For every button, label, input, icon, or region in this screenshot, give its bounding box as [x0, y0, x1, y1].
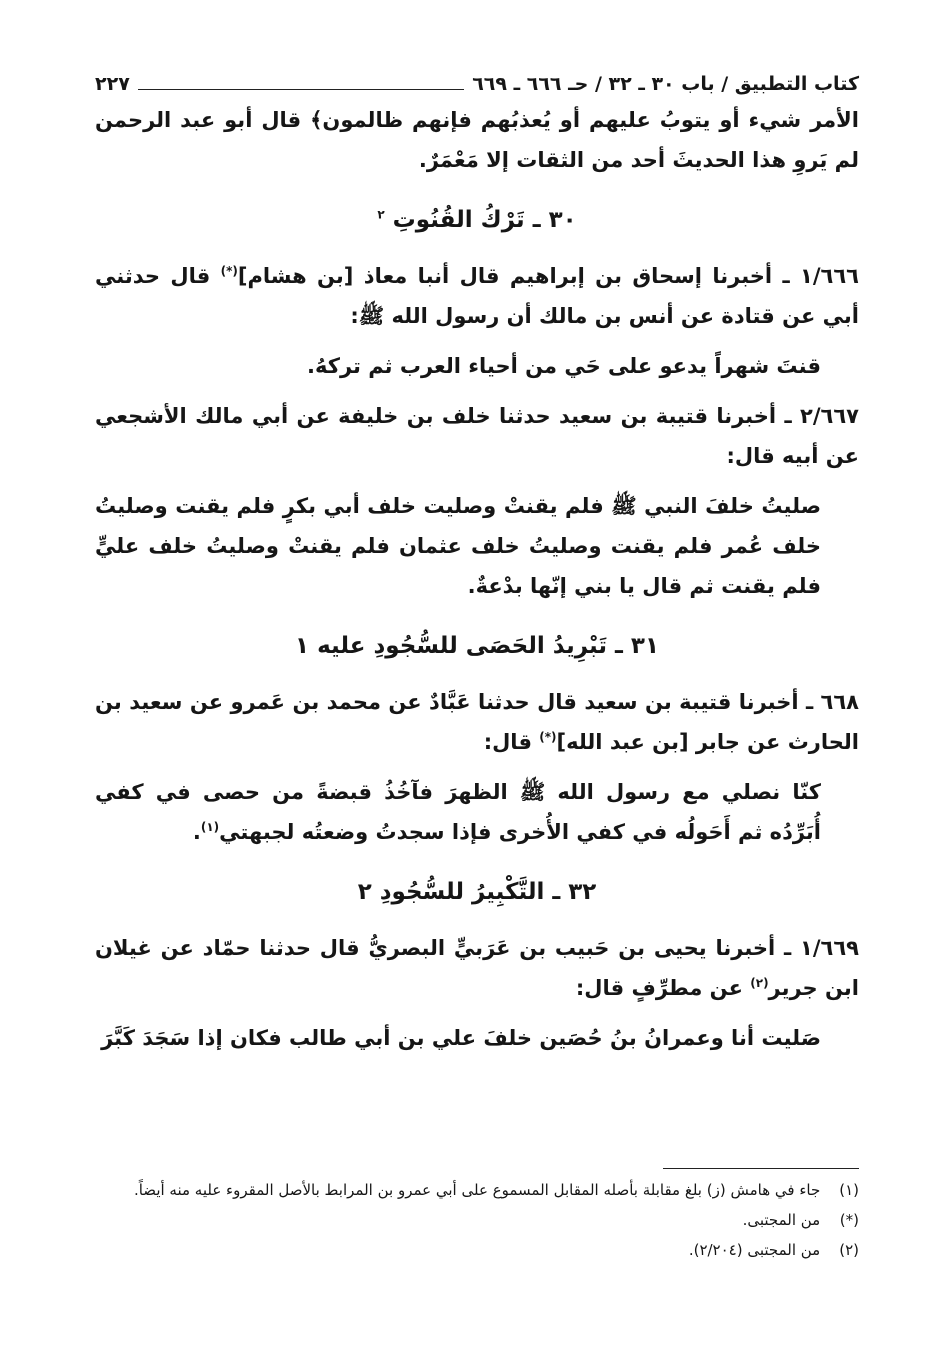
running-header — [95, 62, 859, 96]
footnote-marker: (٢) — [839, 1241, 859, 1259]
isnad-text: عن مطرِّفٍ قال: — [575, 976, 751, 1000]
footnote-text: جاء في هامش (ز) بلغ مقابلة بأصله المقابل المسموع على أبي عمرو بن المرابط بالأصل المقروء عليه منه أيضاً. — [133, 1181, 821, 1199]
footnote-text: من المجتبى (٢/٢٠٤). — [688, 1241, 821, 1259]
hadith-667-isnad — [95, 396, 859, 476]
footnote-2 — [95, 1235, 859, 1265]
hadith-667-matn: صليتُ خلفَ النبي ﷺ فلم يقنتْ وصليت خلف أبي بكرٍ فلم يقنت وصليتُ خلف عُمر فلم يقنت وصليتُ خلف عثمان فلم يقنتْ وصليتُ خلف عليٍّ فلم يقنت ثم قال يا بني إنّها بدْعةٌ. — [95, 494, 821, 598]
book-page — [95, 62, 859, 1058]
chapter-note-mark: ١ — [295, 633, 310, 659]
hadith-668-isnad — [95, 682, 859, 762]
footnote-text: من المجتبى. — [742, 1211, 821, 1229]
isnad-text: قال: — [483, 730, 540, 754]
footnote-marker: (١) — [839, 1181, 859, 1199]
footnote-mark: (٢) — [750, 976, 769, 990]
hadith-669-isnad — [95, 928, 859, 1008]
chapter-title: ٣١ ـ تَبْرِيدُ الحَصَى للسُّجُودِ عليه — [317, 633, 659, 659]
footnote-mark: (*) — [220, 264, 238, 278]
isnad-text: ـ أخبرنا قتيبة بن سعيد قال حدثنا عَبَّادٌ عن محمد بن عَمرو عن سعيد بن الحارث عن جابر [بن عبد الله] — [95, 690, 859, 754]
hadith-668-matn — [95, 772, 859, 852]
footnote-rule — [663, 1168, 859, 1169]
matn-end: . — [192, 820, 201, 844]
chapter-note-mark: ٢ — [377, 207, 385, 222]
footnote-marker: (*) — [839, 1211, 859, 1229]
hadith-669-matn: صَليت أنا وعمرانُ بنُ حُصَين خلفَ علي بن أبي طالب فكان إذا سَجَدَ كَبَّرَ — [101, 1026, 821, 1050]
isnad-text: قال حدثني أبي عن قتادة عن أنس بن مالك أن رسول الله ﷺ: — [95, 264, 859, 328]
footnote-1 — [95, 1175, 859, 1205]
hadith-number: ٢/٦٦٧ — [800, 404, 859, 428]
chapter-title: ٣٢ ـ التَّكْبِيرُ للسُّجُودِ — [379, 879, 597, 905]
page-number: ٢٢٧ — [95, 73, 130, 95]
hadith-666-matn: قنتَ شهراً يدعو على حَي من أحياء العرب ثم تركهُ. — [307, 354, 821, 378]
isnad-text: ـ أخبرنا إسحاق بن إبراهيم قال أنبا معاذ [بن هشام] — [237, 264, 801, 288]
hadith-666-isnad — [95, 256, 859, 336]
chapter-heading-30 — [95, 198, 859, 242]
main-text — [95, 100, 859, 1058]
running-header-title: كتاب التطبيق / باب ٣٠ ـ ٣٢ / حـ ٦٦٦ ـ ٦٦٩ — [472, 73, 859, 95]
chapter-heading-31 — [95, 624, 859, 668]
running-header-rule — [138, 89, 464, 90]
isnad-text: ـ أخبرنا قتيبة بن سعيد حدثنا خلف بن خليفة عن أبي مالك الأشجعي عن أبيه قال: — [95, 404, 859, 468]
footnote-star — [95, 1205, 859, 1235]
footnotes — [95, 1168, 859, 1265]
footnote-mark: (١) — [200, 820, 220, 834]
chapter-note-mark: ٢ — [357, 879, 372, 905]
hadith-number: ١/٦٦٩ — [800, 936, 859, 960]
isnad-text: ـ أخبرنا يحيى بن حَبيب بن عَرَبيٍّ البصريُّ قال حدثنا حمّاد عن غيلان ابن جرير — [95, 936, 859, 1000]
matn-text: كنّا نصلي مع رسول الله ﷺ الظهرَ فآخُذُ قبضةً من حصى في كفي أُبَرِّدُه ثم أَحَولُه في كفي الأُخرى فإذا سجدتُ وضعتُه لجبهتي — [95, 780, 821, 844]
footnote-mark: (*) — [539, 730, 557, 744]
hadith-number: ١/٦٦٦ — [800, 264, 859, 288]
chapter-title: ٣٠ ـ تَرْكُ القُنُوتِ — [392, 207, 577, 233]
hadith-number: ٦٦٨ — [820, 690, 859, 714]
chapter-heading-32 — [95, 870, 859, 914]
continued-paragraph: الأمر شيء أو يتوبُ عليهم أو يُعذبُهم فإنهم ظالمون﴾ قال أبو عبد الرحمن لم يَروِ هذا الحديثَ أحد من الثقات إلا مَعْمَرٌ. — [95, 108, 859, 172]
